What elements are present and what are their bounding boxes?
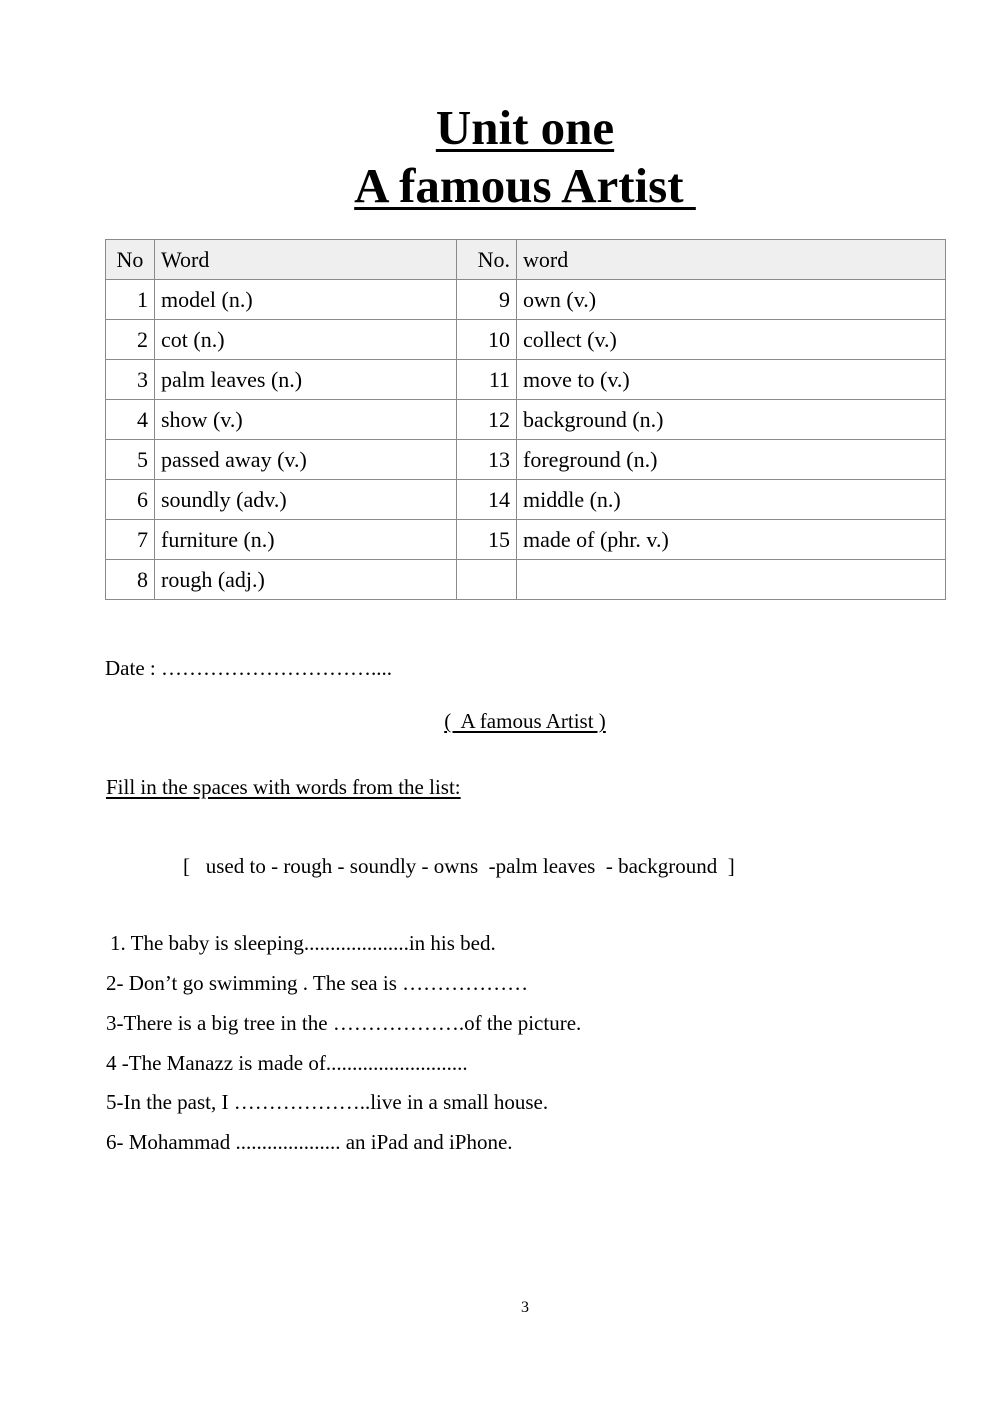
- row-number-left: 8: [106, 560, 155, 600]
- exercise-instruction: Fill in the spaces with words from the list:: [106, 775, 461, 799]
- row-word-right: move to (v.): [517, 360, 946, 400]
- row-number-right: 12: [457, 400, 517, 440]
- row-word-left: rough (adj.): [155, 560, 457, 600]
- row-word-left: palm leaves (n.): [155, 360, 457, 400]
- row-word-right: middle (n.): [517, 480, 946, 520]
- word-bank: [ used to - rough - soundly - owns -palm leaves - background ]: [183, 854, 735, 878]
- question-1: 1. The baby is sleeping....................in his bed.: [110, 931, 496, 955]
- question-2: 2- Don’t go swimming . The sea is ………………: [106, 971, 529, 995]
- vocabulary-table: [105, 239, 946, 600]
- header-no-right: No.: [457, 240, 517, 280]
- row-word-left: show (v.): [155, 400, 457, 440]
- row-number-left: 6: [106, 480, 155, 520]
- table-row: [106, 320, 946, 360]
- table-row: [106, 480, 946, 520]
- row-word-right: [517, 560, 946, 600]
- date-line: Date : …………………………....: [105, 656, 392, 680]
- unit-title: Unit one: [435, 100, 615, 155]
- row-word-right: background (n.): [517, 400, 946, 440]
- question-5: 5-In the past, I ………………..live in a small house.: [106, 1090, 549, 1114]
- row-number-right: 14: [457, 480, 517, 520]
- lesson-title: A famous Artist: [354, 158, 696, 213]
- row-number-left: 2: [106, 320, 155, 360]
- page-number: 3: [521, 1299, 529, 1316]
- row-word-left: passed away (v.): [155, 440, 457, 480]
- row-number-left: 3: [106, 360, 155, 400]
- table-row: [106, 520, 946, 560]
- question-6: 6- Mohammad .................... an iPad and iPhone.: [106, 1130, 513, 1154]
- row-number-left: 1: [106, 280, 155, 320]
- table-row: [106, 400, 946, 440]
- row-number-right: 11: [457, 360, 517, 400]
- exercise-subtitle: ( A famous Artist ): [444, 709, 606, 733]
- header-word-right: word: [517, 240, 946, 280]
- table-row: [106, 360, 946, 400]
- table-row: [106, 280, 946, 320]
- row-number-right: 10: [457, 320, 517, 360]
- row-number-left: 7: [106, 520, 155, 560]
- question-3: 3-There is a big tree in the ……………….of the picture.: [106, 1011, 582, 1035]
- row-number-right: 15: [457, 520, 517, 560]
- row-number-right: 13: [457, 440, 517, 480]
- row-word-right: foreground (n.): [517, 440, 946, 480]
- question-4: 4 -The Manazz is made of...........................: [106, 1051, 468, 1075]
- row-word-left: soundly (adv.): [155, 480, 457, 520]
- header-no-left: No: [106, 240, 155, 280]
- table-row: [106, 560, 946, 600]
- table-row: [106, 440, 946, 480]
- row-word-left: furniture (n.): [155, 520, 457, 560]
- row-number-right: 9: [457, 280, 517, 320]
- row-word-left: model (n.): [155, 280, 457, 320]
- row-number-left: 5: [106, 440, 155, 480]
- table-header-row: [106, 240, 946, 280]
- row-word-right: own (v.): [517, 280, 946, 320]
- row-word-right: made of (phr. v.): [517, 520, 946, 560]
- row-word-left: cot (n.): [155, 320, 457, 360]
- header-word-left: Word: [155, 240, 457, 280]
- row-number-left: 4: [106, 400, 155, 440]
- row-number-right: [457, 560, 517, 600]
- row-word-right: collect (v.): [517, 320, 946, 360]
